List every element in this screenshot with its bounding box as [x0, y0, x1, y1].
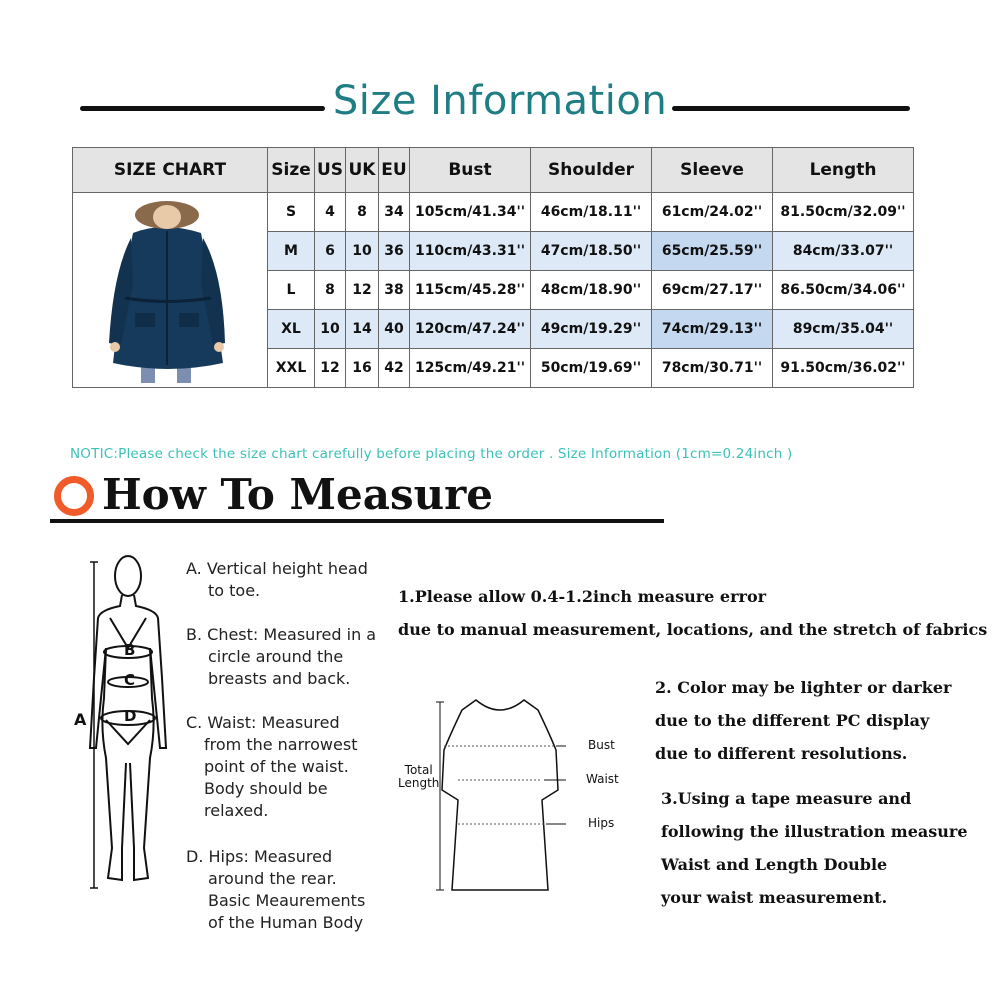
- title-rule-right: [672, 106, 910, 111]
- cell-uk: 10: [346, 232, 379, 271]
- corner-label: SIZE CHART: [73, 148, 268, 193]
- page-title: Size Information: [332, 78, 668, 124]
- table-header-row: [73, 148, 914, 193]
- cell-bust: 125cm/49.21'': [410, 349, 531, 388]
- body-label-d: D: [124, 707, 137, 725]
- note-2: 2. Color may be lighter or darker due to the different PC display due to different resolutions.: [655, 678, 952, 763]
- cell-size: XL: [268, 310, 315, 349]
- cell-bust: 120cm/47.24'': [410, 310, 531, 349]
- cell-us: 10: [315, 310, 346, 349]
- col-size: Size: [268, 148, 315, 193]
- cell-uk: 12: [346, 271, 379, 310]
- note-1: 1.Please allow 0.4-1.2inch measure error due to manual measurement, locations, and the stretch of fabrics: [398, 587, 988, 639]
- body-label-a: A: [74, 710, 87, 729]
- dress-diagram: [430, 690, 570, 900]
- cell-us: 6: [315, 232, 346, 271]
- instruction-a: A. Vertical height head to toe.: [186, 559, 368, 600]
- cell-us: 12: [315, 349, 346, 388]
- col-length: Length: [773, 148, 914, 193]
- cell-sleeve: 69cm/27.17'': [652, 271, 773, 310]
- col-shoulder: Shoulder: [531, 148, 652, 193]
- cell-shoulder: 49cm/19.29'': [531, 310, 652, 349]
- instruction-c: C. Waist: Measured from the narrowest point of the waist. Body should be relaxed.: [186, 713, 358, 820]
- note-3: 3.Using a tape measure and following the illustration measure Waist and Length Double your waist measurement.: [661, 789, 968, 907]
- coat-image: [73, 193, 267, 383]
- cell-eu: 38: [379, 271, 410, 310]
- bullet-circle-icon: [54, 476, 94, 516]
- title-rule-left: [80, 106, 325, 111]
- table-row: [73, 193, 914, 232]
- body-label-b: B: [124, 641, 136, 659]
- cell-shoulder: 47cm/18.50'': [531, 232, 652, 271]
- cell-sleeve: 65cm/25.59'': [652, 232, 773, 271]
- dress-label-waist: Waist: [586, 772, 619, 786]
- cell-size: S: [268, 193, 315, 232]
- cell-length: 84cm/33.07'': [773, 232, 914, 271]
- cell-uk: 14: [346, 310, 379, 349]
- cell-size: M: [268, 232, 315, 271]
- how-to-measure-title: How To Measure: [102, 470, 494, 519]
- instruction-b: B. Chest: Measured in a circle around the breasts and back.: [186, 625, 377, 688]
- cell-length: 81.50cm/32.09'': [773, 193, 914, 232]
- cell-eu: 42: [379, 349, 410, 388]
- cell-size: L: [268, 271, 315, 310]
- col-bust: Bust: [410, 148, 531, 193]
- cell-bust: 110cm/43.31'': [410, 232, 531, 271]
- cell-eu: 40: [379, 310, 410, 349]
- coat-photo: [73, 193, 268, 388]
- col-uk: UK: [346, 148, 379, 193]
- cell-us: 8: [315, 271, 346, 310]
- body-figure: [70, 548, 180, 918]
- cell-sleeve: 74cm/29.13'': [652, 310, 773, 349]
- col-eu: EU: [379, 148, 410, 193]
- cell-uk: 8: [346, 193, 379, 232]
- cell-sleeve: 78cm/30.71'': [652, 349, 773, 388]
- cell-shoulder: 48cm/18.90'': [531, 271, 652, 310]
- body-label-c: C: [124, 671, 136, 689]
- cell-length: 89cm/35.04'': [773, 310, 914, 349]
- cell-shoulder: 46cm/18.11'': [531, 193, 652, 232]
- size-chart-table: [72, 147, 914, 388]
- size-notice: NOTIC:Please check the size chart carefully before placing the order . Size Information (1cm=0.24inch ): [70, 446, 793, 462]
- cell-length: 91.50cm/36.02'': [773, 349, 914, 388]
- cell-uk: 16: [346, 349, 379, 388]
- cell-us: 4: [315, 193, 346, 232]
- col-us: US: [315, 148, 346, 193]
- cell-bust: 105cm/41.34'': [410, 193, 531, 232]
- cell-size: XXL: [268, 349, 315, 388]
- dress-label-total: Total Length: [398, 763, 440, 790]
- dress-label-bust: Bust: [588, 738, 615, 752]
- instruction-d: D. Hips: Measured around the rear. Basic Meaurements of the Human Body: [186, 847, 366, 932]
- cell-eu: 34: [379, 193, 410, 232]
- cell-sleeve: 61cm/24.02'': [652, 193, 773, 232]
- col-sleeve: Sleeve: [652, 148, 773, 193]
- dress-label-hips: Hips: [588, 816, 615, 830]
- cell-eu: 36: [379, 232, 410, 271]
- how-to-measure-rule: [50, 519, 664, 523]
- cell-length: 86.50cm/34.06'': [773, 271, 914, 310]
- cell-shoulder: 50cm/19.69'': [531, 349, 652, 388]
- cell-bust: 115cm/45.28'': [410, 271, 531, 310]
